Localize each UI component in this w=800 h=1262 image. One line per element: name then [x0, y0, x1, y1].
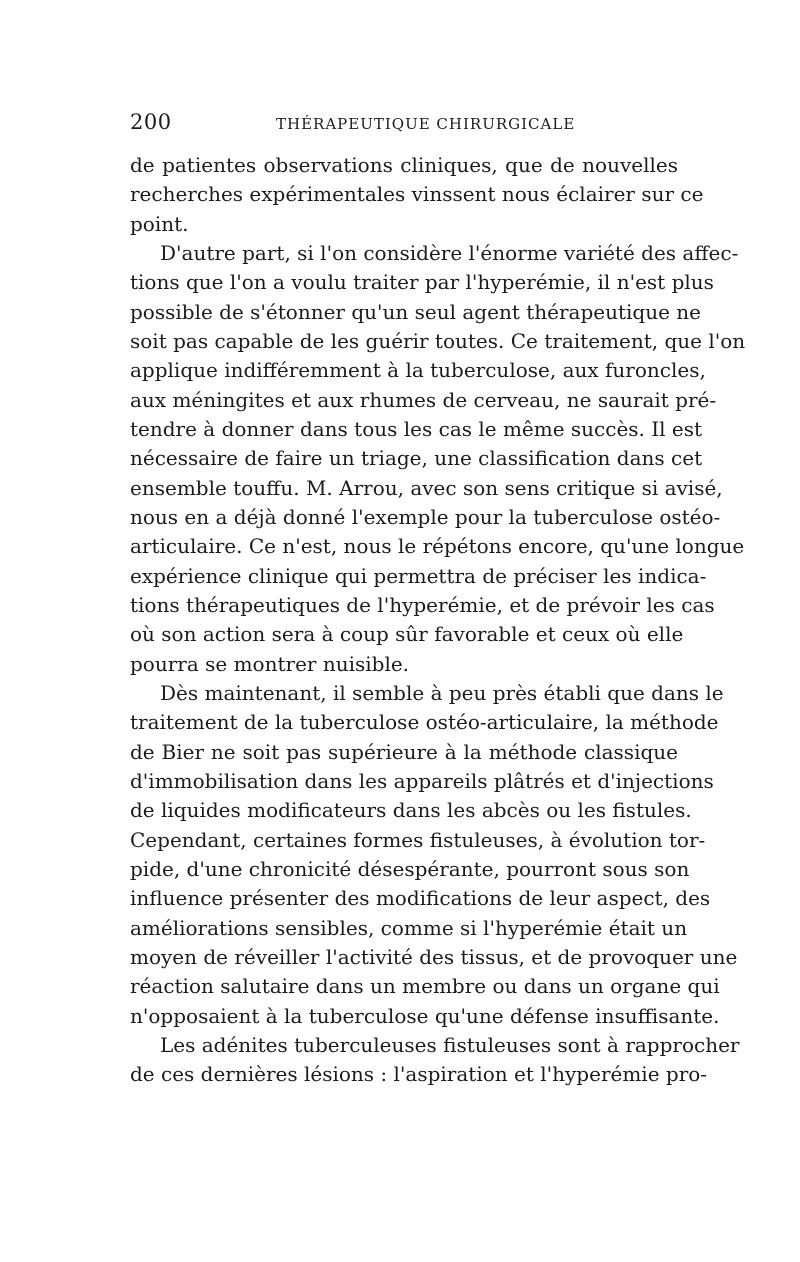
text-line: Les adénites tuberculeuses fistuleuses sont à rapprocher — [160, 1032, 740, 1057]
text-line: tions thérapeutiques de l'hyperémie, et de prévoir les cas — [130, 592, 715, 617]
text-line: ensemble touffu. M. Arrou, avec son sens critique si avisé, — [130, 475, 723, 500]
text-line: Cependant, certaines formes fistuleuses, à évolution tor- — [130, 827, 706, 852]
text-line: nous en a déjà donné l'exemple pour la tuberculose ostéo- — [130, 504, 721, 529]
text-line: de patientes observations cliniques, que de nouvelles — [130, 153, 678, 177]
page-header — [130, 110, 678, 140]
text-line: de Bier ne soit pas supérieure à la méthode classique — [130, 739, 678, 764]
text-line: articulaire. Ce n'est, nous le répétons encore, qu'une longue — [130, 534, 745, 559]
text-line: n'opposaient à la tuberculose qu'une défense insuffisante. — [130, 1003, 720, 1028]
text-line: D'autre part, si l'on considère l'énorme variété des affec- — [160, 240, 739, 265]
text-line: applique indifféremment à la tuberculose, aux furoncles, — [130, 358, 706, 383]
text-line: soit pas capable de les guérir toutes. Ce traitement, que l'on — [130, 328, 746, 353]
text-line: traitement de la tuberculose ostéo-articulaire, la méthode — [130, 710, 719, 735]
text-line: améliorations sensibles, comme si l'hyperémie était un — [130, 915, 688, 940]
text-line: recherches expérimentales vinssent nous éclairer sur ce — [130, 182, 704, 207]
text-line: réaction salutaire dans un membre ou dans un organe qui — [130, 974, 720, 999]
text-line: influence présenter des modifications de leur aspect, des — [130, 886, 711, 911]
text-line: possible de s'étonner qu'un seul agent thérapeutique ne — [130, 299, 702, 324]
text-line: nécessaire de faire un triage, une classification dans cet — [130, 446, 703, 471]
text-line: pide, d'une chronicité désespérante, pourront sous son — [130, 856, 690, 881]
running-title: THÉRAPEUTIQUE CHIRURGICALE — [276, 115, 576, 133]
text-line: de liquides modificateurs dans les abcès ou les fistules. — [130, 798, 692, 823]
text-line: point. — [130, 211, 189, 236]
text-line: tions que l'on a voulu traiter par l'hyperémie, il n'est plus — [130, 270, 714, 295]
text-line: de ces dernières lésions : l'aspiration et l'hyperémie pro- — [130, 1062, 708, 1087]
text-line: d'immobilisation dans les appareils plâtrés et d'injections — [130, 768, 714, 793]
text-line: tendre à donner dans tous les cas le même succès. Il est — [130, 416, 703, 441]
text-line: moyen de réveiller l'activité des tissus, et de provoquer une — [130, 944, 738, 969]
text-line: pourra se montrer nuisible. — [130, 651, 410, 676]
text-line: où son action sera à coup sûr favorable et ceux où elle — [130, 622, 684, 647]
page-number: 200 — [130, 110, 172, 134]
text-line: expérience clinique qui permettra de préciser les indica- — [130, 563, 707, 588]
text-line: Dès maintenant, il semble à peu près établi que dans le — [160, 680, 724, 705]
text-line: aux méningites et aux rhumes de cerveau, ne saurait pré- — [130, 387, 717, 412]
body-text — [130, 151, 746, 1090]
